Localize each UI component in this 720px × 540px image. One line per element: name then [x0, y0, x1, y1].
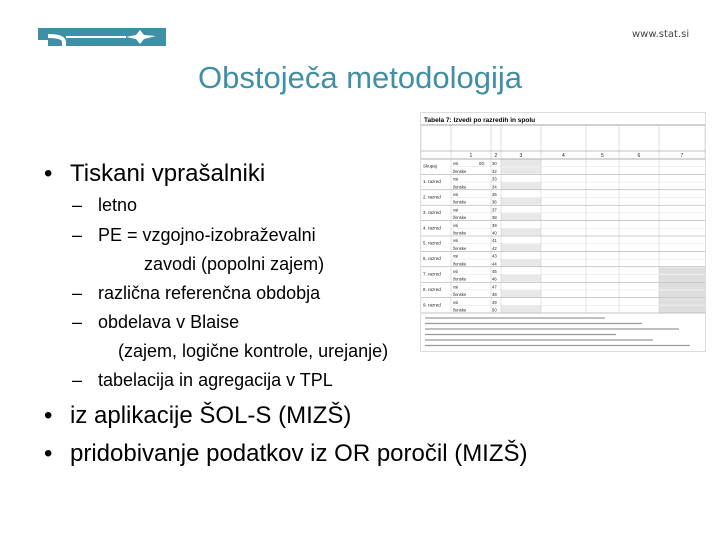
subitem-text: obdelava v Blaise	[98, 312, 240, 332]
table-row-sub: vsi	[453, 222, 459, 228]
table-row-number: 36	[492, 199, 497, 205]
bullet-dot: •	[44, 402, 53, 429]
slide-title: Obstoječa metodologija	[198, 60, 522, 95]
table-shade	[501, 275, 541, 282]
table-row-group: 4. razred	[423, 225, 441, 231]
table-col-number: 1	[469, 153, 473, 159]
table-row-group: 9. razred	[423, 302, 441, 308]
bullet-dot: •	[44, 440, 53, 467]
table-row-number: 35	[492, 192, 497, 197]
table-row-number: 39	[492, 222, 497, 228]
table-row-sub: ženske	[453, 230, 467, 236]
table-shade	[659, 267, 705, 274]
subitem-letno	[72, 194, 137, 216]
table-row-number: 47	[492, 284, 497, 290]
questionnaire-table-image	[420, 112, 706, 352]
table-row-number: 49	[492, 299, 497, 305]
table-row-group: 1. razred	[423, 179, 441, 185]
subitem-text: PE = vzgojno-izobraževalni	[98, 225, 316, 245]
table-shade	[501, 290, 541, 297]
table-row-number: 46	[492, 276, 497, 282]
table-row-sub: vsi	[453, 238, 459, 244]
bullet-sol-s	[44, 402, 351, 430]
bullet-text: pridobivanje podatkov iz OR poročil (MIZŠ)	[70, 440, 528, 467]
table-row-sub: vsi	[453, 269, 459, 274]
table-row-sub: vsi	[453, 253, 459, 259]
table-row-sub: vsi	[453, 192, 459, 197]
table-row-sub: ženske	[453, 199, 467, 205]
subitem-dash: –	[72, 370, 83, 390]
table-shade	[659, 283, 705, 290]
table-row-sub: vsi	[453, 161, 459, 167]
table-caption: Tabela 7: Izvedi po razredih in spolu	[424, 117, 536, 124]
table-row-group: 6. razred	[423, 256, 441, 262]
bullet-printed-questionnaires	[44, 160, 265, 188]
table-row-number: 30	[492, 161, 497, 167]
table-row-number: 45	[492, 269, 497, 274]
subitem-blaise	[72, 311, 239, 333]
table-row-sub: vsi	[453, 299, 459, 305]
table-row-sub: ženske	[453, 184, 467, 190]
table-row-number: 38	[492, 215, 497, 221]
table-row-number: 48	[492, 292, 497, 298]
table-shade	[501, 244, 541, 251]
table-row-number: 33	[492, 176, 497, 182]
subitem-text: tabelacija in agregacija v TPL	[98, 370, 333, 390]
table-row-group: 5. razred	[423, 240, 441, 246]
subitem-reference-periods	[72, 282, 320, 304]
subitem-text: letno	[98, 195, 138, 215]
subitem-dash: –	[72, 225, 83, 245]
table-row-number: 34	[492, 184, 497, 190]
table-col-number: 2	[494, 153, 498, 159]
table-grid	[421, 125, 705, 346]
table-row-sub: vsi	[453, 207, 459, 213]
table-row-number: 43	[492, 253, 497, 259]
table-row-sub: ženske	[453, 276, 467, 282]
table-shade	[501, 167, 541, 174]
table-shade	[501, 198, 541, 205]
table-row-sub: vsi	[453, 284, 459, 290]
table-row-group: 8. razred	[423, 286, 441, 292]
table-row-number: 42	[492, 245, 497, 251]
table-shade	[501, 183, 541, 190]
subitem-dash: –	[72, 312, 83, 332]
table-col-number: 6	[637, 153, 641, 159]
table-row-sub: ženske	[453, 168, 467, 174]
subitem-dash: –	[72, 283, 83, 303]
table-shade	[501, 260, 541, 267]
bullet-text: iz aplikacije ŠOL-S (MIZŠ)	[70, 402, 352, 429]
table-shade	[659, 306, 705, 313]
bullet-dot: •	[44, 160, 53, 187]
table-row-group: 2. razred	[423, 194, 441, 200]
table-shade	[501, 213, 541, 220]
subitem-tpl	[72, 369, 333, 391]
table-row-sub: vsi	[453, 176, 459, 182]
table-row-sub: ženske	[453, 245, 467, 251]
site-url: www.stat.si	[632, 29, 690, 40]
table-col-number: 5	[601, 153, 604, 159]
table-row-sub: ženske	[453, 307, 467, 313]
subitem-text: različna referenčna obdobja	[98, 283, 321, 303]
table-shade	[659, 275, 705, 282]
table-row-group: Skupaj	[423, 163, 437, 169]
table-row-sub: ženske	[453, 215, 467, 221]
subitem-pe	[72, 224, 316, 246]
table-row-number: 44	[492, 261, 497, 267]
table-row-sub: ženske	[453, 261, 467, 267]
table-shade	[501, 160, 541, 167]
bullet-text: Tiskani vprašalniki	[70, 160, 266, 187]
table-row-group: 7. razred	[423, 271, 441, 277]
table-row-number: 32	[492, 168, 497, 174]
subitem-blaise-continued: (zajem, logične kontrole, urejanje)	[118, 341, 389, 361]
table-shade	[501, 229, 541, 236]
stat-logo	[38, 28, 166, 46]
subitem-dash: –	[72, 195, 83, 215]
table-shade	[659, 290, 705, 297]
table-row-sub: ženske	[453, 292, 467, 298]
table-shade	[659, 298, 705, 305]
table-row-number: 41	[492, 238, 497, 244]
table-col-number: 3	[519, 153, 523, 159]
table-row-group: 3. razred	[423, 209, 441, 215]
table-col-number: 7	[680, 153, 684, 159]
table-shade	[501, 306, 541, 313]
table-row-number: 37	[492, 207, 497, 213]
table-row-code: 0G	[479, 161, 485, 167]
table-row-number: 40	[492, 230, 497, 236]
bullet-or-reports	[44, 440, 528, 468]
table-col-number: 4	[562, 153, 565, 159]
table-row-number: 50	[492, 307, 497, 313]
subitem-pe-continued: zavodi (popolni zajem)	[144, 254, 325, 274]
